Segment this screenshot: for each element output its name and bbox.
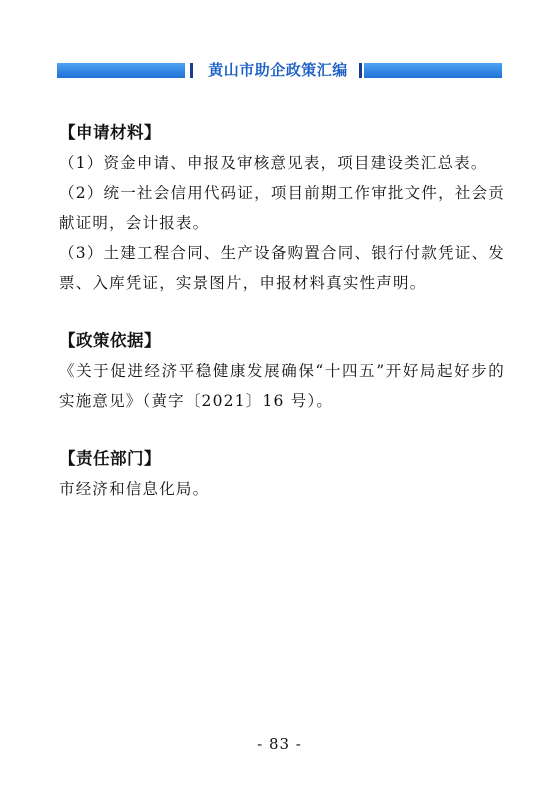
header-separator-right bbox=[359, 63, 362, 78]
section-title-department: 【责任部门】 bbox=[59, 449, 161, 468]
policy-basis-text: 《关于促进经济平稳健康发展确保“十四五”开好局起好步的实施意见》（黄字〔2021〕16 号）。 bbox=[59, 362, 505, 410]
running-header bbox=[57, 60, 502, 81]
materials-item-2: （2）统一社会信用代码证，项目前期工作审批文件，社会贡献证明，会计报表。 bbox=[59, 184, 505, 232]
responsible-department-text: 市经济和信息化局。 bbox=[59, 480, 210, 498]
materials-item-1: （1）资金申请、申报及审核意见表，项目建设类汇总表。 bbox=[59, 154, 488, 172]
page-number: - 83 - bbox=[257, 735, 302, 753]
header-bar-right bbox=[364, 63, 502, 78]
header-title: 黄山市助企政策汇编 bbox=[208, 61, 348, 79]
section-title-materials: 【申请材料】 bbox=[59, 123, 161, 142]
page-content bbox=[59, 118, 505, 504]
header-bar-left bbox=[57, 63, 185, 78]
materials-item-3: （3）土建工程合同、生产设备购置合同、银行付款凭证、发票、入库凭证，实景图片，申报材料真实性声明。 bbox=[59, 244, 505, 292]
header-separator-left bbox=[190, 63, 193, 78]
section-title-basis: 【政策依据】 bbox=[59, 331, 161, 350]
